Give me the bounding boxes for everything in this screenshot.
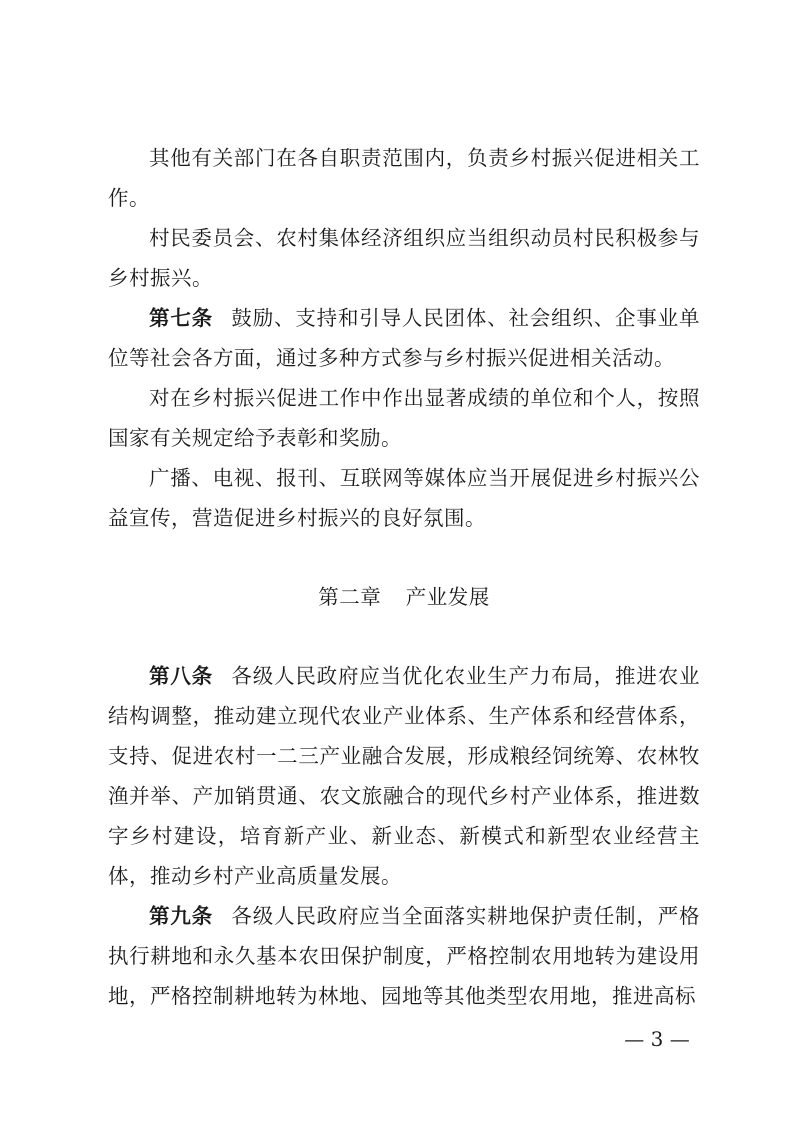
article-label: 第九条 (149, 904, 213, 928)
page-number: — 3 — (624, 1027, 690, 1051)
chapter-number: 第二章 (318, 585, 382, 609)
paragraph-departments-responsibility (108, 138, 700, 218)
paragraph-text: 各级人民政府应当全面落实耕地保护责任制，严格执行耕地和永久基本农田保护制度，严格控制农用地转为建设用地，严格控制耕地转为林地、园地等其他类型农用地，推进高标 (108, 904, 701, 1008)
article-7 (108, 298, 700, 378)
paragraph-text: 各级人民政府应当优化农业生产力布局，推进农业结构调整，推动建立现代农业产业体系、生产体系和经营体系，支持、促进农村一二三产业融合发展，形成粮经饲统筹、农林牧渔并举、产加销贯通、农文旅融合的现代乡村产业体系，推进数字乡村建设，培育新产业、新业态、新模式和新型农业经营主体，推动乡村产业高质量发展。 (108, 664, 701, 888)
article-label: 第七条 (149, 306, 213, 330)
paragraph-text: 鼓励、支持和引导人民团体、社会组织、企事业单位等社会各方面，通过多种方式参与乡村振兴促进相关活动。 (108, 306, 701, 370)
article-8 (108, 656, 700, 896)
document-page (108, 138, 700, 1016)
paragraph-village-committee (108, 218, 700, 298)
paragraph-media-publicity (108, 458, 700, 538)
paragraph-text: 对在乡村振兴促进工作中作出显著成绩的单位和个人，按照国家有关规定给予表彰和奖励。 (108, 386, 700, 450)
paragraph-text: 村民委员会、农村集体经济组织应当组织动员村民积极参与乡村振兴。 (108, 226, 700, 290)
chapter-heading (108, 577, 700, 617)
article-label: 第八条 (149, 664, 213, 688)
article-9 (108, 896, 700, 1016)
chapter-title: 产业发展 (405, 585, 490, 609)
paragraph-text: 其他有关部门在各自职责范围内，负责乡村振兴促进相关工作。 (108, 146, 700, 210)
paragraph-text: 广播、电视、报刊、互联网等媒体应当开展促进乡村振兴公益宣传，营造促进乡村振兴的良好氛围。 (108, 466, 700, 530)
paragraph-commendation (108, 378, 700, 458)
